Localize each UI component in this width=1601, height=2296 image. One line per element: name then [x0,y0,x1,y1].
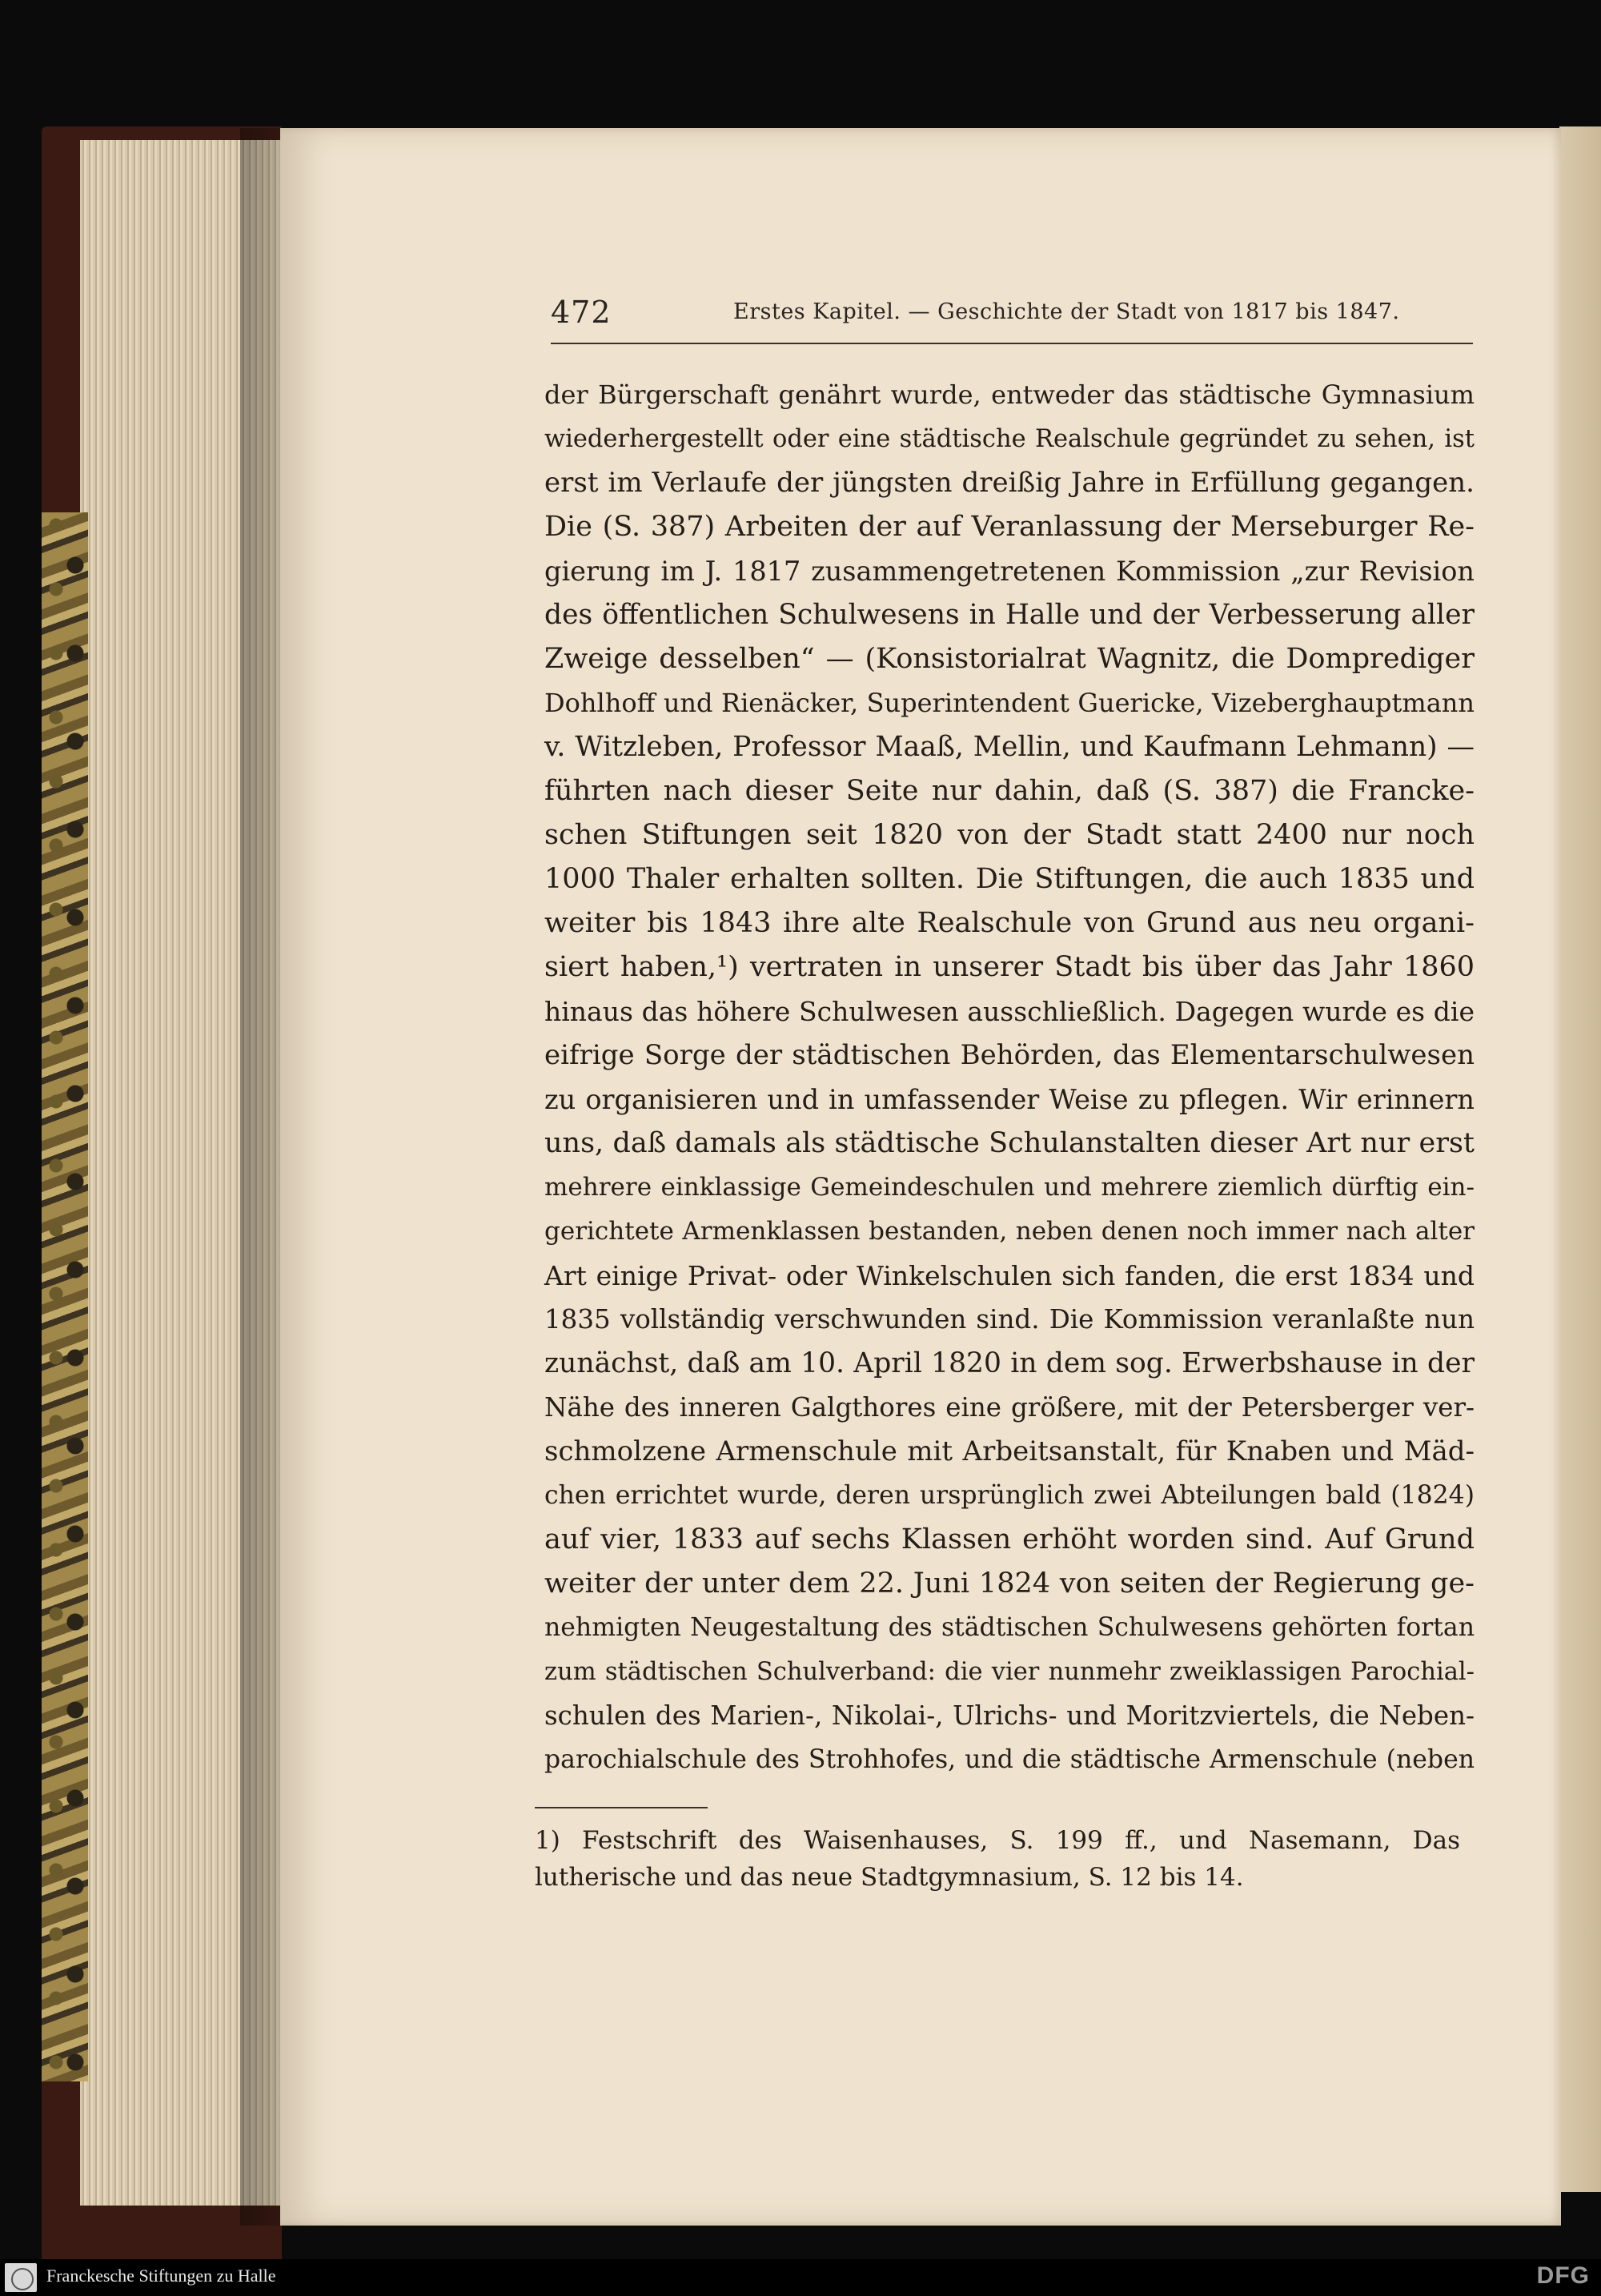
text-line: weiter bis 1843 ihre alte Realschule von Grund aus neu organi- [544,907,1475,939]
text-line: nehmigten Neugestaltung des städtischen Schulwesens gehörten fortan [544,1613,1475,1642]
text-line: Die (S. 387) Arbeiten der auf Veranlassung der Merseburger Re- [544,511,1475,543]
text-line: Art einige Privat- oder Winkelschulen sich fanden, die erst 1834 und [544,1260,1475,1291]
library-name: Franckesche Stiftungen zu Halle [46,2266,276,2286]
text-line: uns, daß damals als städtische Schulanstalten dieser Art nur erst [544,1127,1475,1159]
text-line: zunächst, daß am 10. April 1820 in dem sog. Erwerbshause in der [544,1347,1475,1379]
dfg-logo: DFG [1536,2262,1590,2289]
running-head [551,295,1473,336]
text-line: 1000 Thaler erhalten sollten. Die Stiftungen, die auch 1835 und [544,863,1475,895]
text-line: v. Witzleben, Professor Maaß, Mellin, und Kaufmann Lehmann) — [544,731,1475,763]
text-line: erst im Verlaufe der jüngsten dreißig Jahre in Erfüllung gegangen. [544,467,1475,499]
text-line: gerichtete Armenklassen bestanden, neben denen noch immer nach alter [544,1217,1475,1246]
text-line: auf vier, 1833 auf sechs Klassen erhöht worden sind. Auf Grund [544,1523,1475,1555]
text-line: Zweige desselben“ — (Konsistorialrat Wagnitz, die Domprediger [544,643,1475,675]
text-line: zu organisieren und in umfassender Weise zu pflegen. Wir erinnern [544,1084,1475,1115]
body-text [544,373,1475,1782]
text-line: der Bürgerschaft genährt wurde, entweder das städtische Gymnasium [544,379,1475,410]
library-seal-icon [5,2263,37,2292]
marbled-edge [42,512,88,2081]
text-line: schulen des Marien-, Nikolai-, Ulrichs- und Moritzviertels, die Neben- [544,1700,1475,1731]
text-line: schen Stiftungen seit 1820 von der Stadt statt 2400 nur noch [544,819,1475,851]
text-line: chen errichtet wurde, deren ursprünglich zwei Abteilungen bald (1824) [544,1481,1475,1510]
text-line: Nähe des inneren Galgthores eine größere, mit der Petersberger ver- [544,1392,1475,1423]
text-line: weiter der unter dem 22. Juni 1824 von seiten der Regierung ge- [544,1567,1475,1600]
text-line: 1835 vollständig verschwunden sind. Die Kommission veranlaßte nun [544,1304,1475,1335]
text-line: Dohlhoff und Rienäcker, Superintendent Guericke, Vizeberghauptmann [544,688,1475,718]
facing-page-edge [1559,126,1601,2192]
footnote-line: 1) Festschrift des Waisenhauses, S. 199 ff., und Nasemann, Das [535,1826,1460,1855]
viewer-footer-bar [0,2259,1601,2296]
text-line: gierung im J. 1817 zusammengetretenen Kommission „zur Revision [544,556,1475,587]
page-number: 472 [551,295,612,330]
text-line: wiederhergestellt oder eine städtische Realschule gegründet zu sehen, ist [544,425,1475,453]
text-line: zum städtischen Schulverband: die vier nunmehr zweiklassigen Parochial- [544,1658,1475,1686]
text-line: hinaus das höhere Schulwesen ausschließlich. Dagegen wurde es die [544,996,1475,1027]
text-line: siert haben,¹) vertraten in unserer Stadt bis über das Jahr 1860 [544,951,1475,983]
text-line: führten nach dieser Seite nur dahin, daß (S. 387) die Francke- [544,775,1475,807]
footnote-rule [535,1807,708,1808]
footnote-line: lutherische und das neue Stadtgymnasium, S. 12 bis 14. [535,1863,1244,1892]
header-rule [551,343,1473,344]
text-line: des öffentlichen Schulwesens in Halle und der Verbesserung aller [544,599,1475,631]
text-line: schmolzene Armenschule mit Arbeitsanstalt, für Knaben und Mäd- [544,1435,1475,1467]
text-line: eifrige Sorge der städtischen Behörden, das Elementarschulwesen [544,1039,1475,1071]
text-line: mehrere einklassige Gemeindeschulen und mehrere ziemlich dürftig ein- [544,1173,1475,1202]
running-title: Erstes Kapitel. — Geschichte der Stadt von 1817 bis 1847. [733,299,1400,324]
text-line: parochialschule des Strohhofes, und die städtische Armenschule (neben [544,1745,1475,1774]
footnotes [535,1822,1460,1896]
